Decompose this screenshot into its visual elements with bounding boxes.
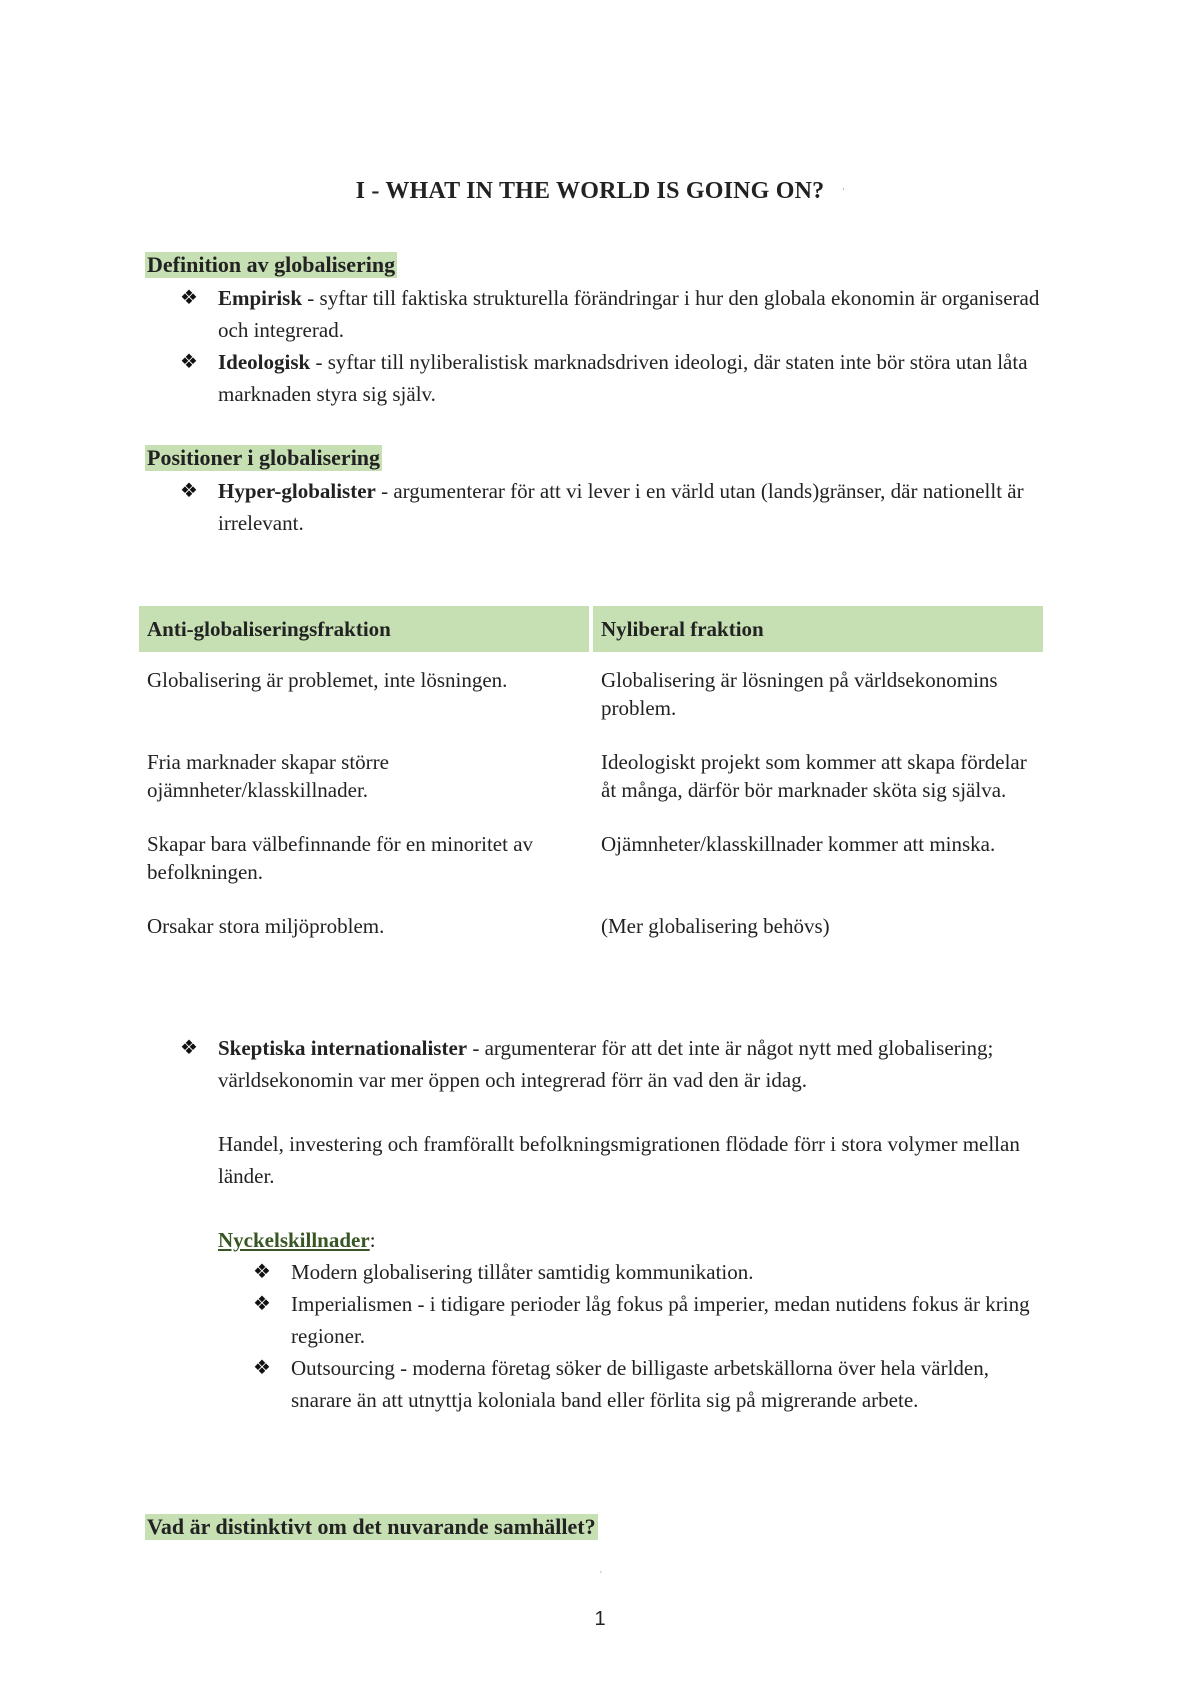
title-mark: ' (842, 186, 845, 198)
diamond-bullet-icon: ❖ (180, 480, 198, 502)
column-header-anti: Anti-globaliseringsfraktion (139, 606, 589, 652)
faction-table (135, 606, 1047, 952)
table-row (139, 734, 1043, 816)
section-heading-definition: Definition av globalisering (147, 252, 396, 277)
term-description: - argumenterar för att vi lever i en värld utan (lands)gränser, där nationellt är irrelevant. (218, 479, 1024, 535)
table-cell: Globalisering är lösningen på världsekonomins problem. (601, 668, 998, 720)
list-item (253, 1256, 1053, 1288)
section-heading-positions: Positioner i globalisering (147, 445, 381, 470)
term-hyper-globalister: Hyper-globalister (218, 479, 376, 503)
page-number: 1 (594, 1608, 606, 1630)
table-cell: (Mer globalisering behövs) (601, 914, 830, 938)
term-ideologisk: Ideologisk (218, 350, 311, 374)
skeptics-list (180, 1032, 1060, 1096)
list-item (180, 282, 1060, 346)
subheading-nyckelskillnader (218, 1224, 376, 1256)
subheading-text: Nyckelskillnader (218, 1228, 370, 1252)
term-description: - syftar till nyliberalistisk marknadsdriven ideologi, där staten inte bör störa utan låta marknaden styra sig själv. (218, 350, 1028, 406)
list-item (180, 1032, 1060, 1096)
list-item (180, 346, 1060, 410)
term-skeptiska: Skeptiska internationalister (218, 1036, 468, 1060)
list-item-text: Outsourcing - moderna företag söker de billigaste arbetskällorna över hela världen, snarare än att utnyttja koloniala band eller förlita sig på migrerande arbete. (291, 1356, 989, 1412)
diamond-bullet-icon: ❖ (253, 1261, 271, 1283)
diamond-bullet-icon: ❖ (180, 351, 198, 373)
list-item-text: Imperialismen - i tidigare perioder låg fokus på imperier, medan nutidens fokus är kring regioner. (291, 1292, 1030, 1348)
subheading-suffix: : (369, 1228, 376, 1252)
table-cell: Globalisering är problemet, inte lösningen. (147, 668, 508, 692)
page-title (0, 178, 1200, 205)
diamond-bullet-icon: ❖ (180, 1037, 198, 1059)
positions-list (180, 475, 1060, 539)
table-cell: Ojämnheter/klasskillnader kommer att minska. (601, 832, 996, 856)
paragraph-handel: Handel, investering och framförallt befolkningsmigrationen flödade förr i stora volymer mellan länder. (218, 1132, 1020, 1188)
diamond-bullet-icon: ❖ (253, 1293, 271, 1315)
diamond-bullet-icon: ❖ (180, 287, 198, 309)
term-description: - argumenterar för att det inte är något nytt med globalisering; världsekonomin var mer öppen och integrerad förr än vad den är idag. (218, 1036, 994, 1092)
key-differences-list (253, 1256, 1053, 1416)
title-text: I - WHAT IN THE WORLD IS GOING ON? (355, 178, 825, 204)
term-description: - syftar till faktiska strukturella förändringar i hur den globala ekonomin är organiserad och integrerad. (218, 286, 1040, 342)
definition-list (180, 282, 1060, 410)
table-row (139, 816, 1043, 898)
table-cell: Ideologiskt projekt som kommer att skapa fördelar åt många, därför bör marknader sköta sig själva. (601, 750, 1027, 802)
table-header-row (139, 606, 1043, 652)
diamond-bullet-icon: ❖ (253, 1357, 271, 1379)
list-item (180, 475, 1060, 539)
table-cell: Orsakar stora miljöproblem. (147, 914, 385, 938)
column-header-nyliberal: Nyliberal fraktion (593, 606, 1043, 652)
table-cell: Fria marknader skapar större ojämnheter/klasskillnader. (147, 750, 389, 802)
list-item-text: Modern globalisering tillåter samtidig kommunikation. (291, 1260, 754, 1284)
section-heading-distinktivt: Vad är distinktivt om det nuvarande samhället? (147, 1514, 596, 1539)
footer-mark: ' (600, 1570, 602, 1581)
list-item (253, 1288, 1053, 1352)
table-row (139, 652, 1043, 734)
term-empirisk: Empirisk (218, 286, 303, 310)
table-row (139, 898, 1043, 952)
table-cell: Skapar bara välbefinnande för en minoritet av befolkningen. (147, 832, 534, 884)
list-item (253, 1352, 1053, 1416)
